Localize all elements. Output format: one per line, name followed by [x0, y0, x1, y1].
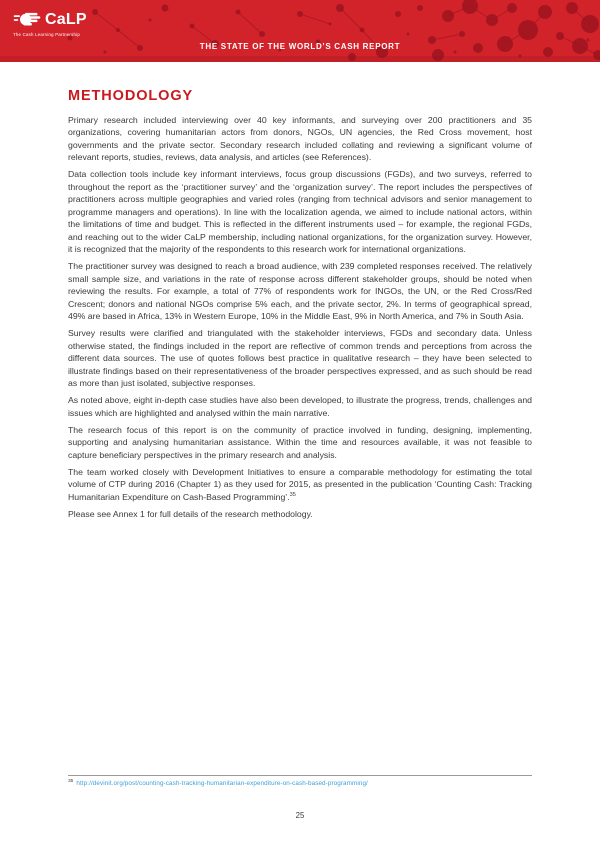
logo-tagline: The Cash Learning Partnership	[13, 32, 80, 37]
paragraph-development-initiatives	[68, 466, 532, 504]
calp-logo	[13, 9, 87, 37]
page-number: 25	[295, 811, 305, 820]
paragraph-survey-results: Survey results were clarified and triangulated with the stakeholder interviews, FGDs and secondary data. Unless otherwise stated, the findings included in the report are reflective of common trends and perceptions from across the different data sources. The use of quotes follows best practice in qualitative research – they have been selected to illustrate findings based on their representativeness of the broader perspectives expressed, and as such should be read as more than just isolated, subjective responses.	[68, 328, 532, 388]
paragraph-research-focus: The research focus of this report is on the community of practice involved in funding, designing, implementing, supporting and analysing humanitarian assistance. Within the time and resources available, it was not feasible to capture beneficiary perspectives in the primary research and analysis.	[68, 424, 532, 460]
page-content	[0, 62, 600, 520]
paragraph-annex: Please see Annex 1 for full details of the research methodology.	[68, 508, 313, 519]
paragraph-data-collection: Data collection tools include key informant interviews, focus group discussions (FGDs), and two surveys, referred to throughout the report as the ‘practitioner survey’ and the ‘organization survey’. The report includes the perspectives of practitioners across multiple geographies and varied roles (ranging from technical advisors and senior management to programme managers and operations). In line with the localization agenda, we aimed to include national actors, within the limitations of time and budget. This is reflected in the different instruments used – for example, the regional FGDs, and reaching out to the wider CaLP membership, including national organizations, for the organization survey. However, it is recognized that the majority of the respondents to this research work for international organizations.	[68, 169, 532, 254]
hand-icon	[13, 9, 41, 30]
logo-wordmark: CaLP	[45, 10, 87, 28]
paragraph-case-studies: As noted above, eight in-depth case studies have also been developed, to illustrate the progress, trends, challenges and issues which are highlighted and analysed within the main narrative.	[68, 395, 532, 418]
paragraph-primary-research: Primary research included interviewing over 40 key informants, and surveying over 200 practitioners and 35 organizations, covering humanitarian actors from donors, NGOs, UN agencies, the Red Cross movement, host governments and the private sector. Secondary research included collating and reviewing a significant volume of relevant reports, studies, reviews, data analysis, and articles (see References).	[68, 114, 532, 162]
molecule-pattern-decoration	[0, 0, 600, 62]
footnote-marker: 35	[68, 778, 74, 784]
paragraph-practitioner-survey: The practitioner survey was designed to reach a broad audience, with 239 completed responses received. The relatively small sample size, and variations in the rate of response across different stakeholder groups, should be noted when reviewing the results. For example, a total of 77% of respondents work for INGOs, the UN, or the Red Cross/Red Crescent; donors and national NGOs comprise 5% each, and the private sector, 2%. In terms of geographical spread, 49% are based in Africa, 13% in Western Europe, 10% in the Middle East, 9% in North America, and 7% in South Asia.	[68, 261, 532, 321]
footnote-link[interactable]: http://devinit.org/post/counting-cash-tracking-humanitarian-expenditure-on-cash-based-programming/	[76, 779, 368, 787]
paragraph-text: The team worked closely with Development Initiatives to ensure a comparable methodology for estimating the total volume of CTP during 2016 (Chapter 1) as they used for 2015, as presented in the publication ‘Counting Cash: Tracking Humanitarian Expenditure on Cash-Based Programming’.	[68, 466, 532, 502]
report-title: THE STATE OF THE WORLD’S CASH REPORT	[199, 42, 401, 51]
footnote	[68, 775, 532, 787]
section-heading: METHODOLOGY	[68, 88, 194, 104]
footnote-reference: 35	[289, 491, 296, 498]
masthead	[0, 0, 600, 62]
